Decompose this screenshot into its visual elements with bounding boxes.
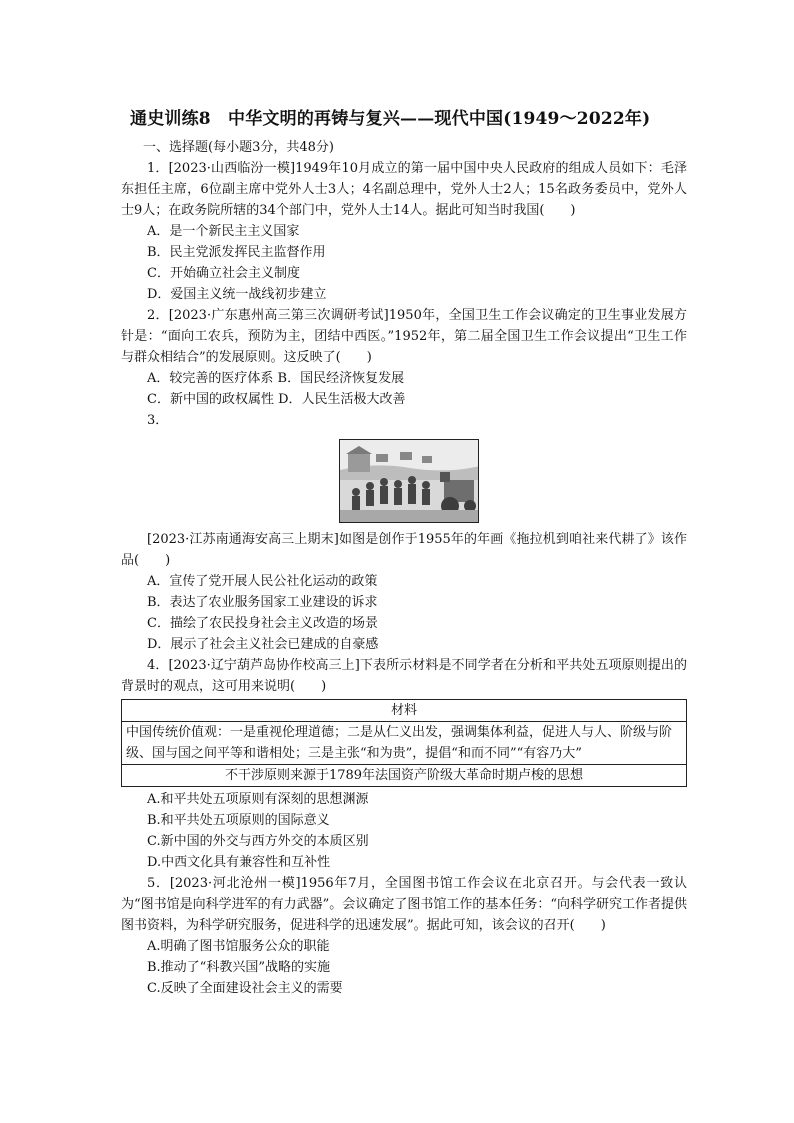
question-5-option-a: A.明确了图书馆服务公众的职能 (147, 939, 330, 954)
question-4-option-a: A.和平共处五项原则有深刻的思想渊源 (147, 792, 369, 807)
question-1-option-a: A．是一个新民主主义国家 (147, 224, 300, 239)
question-5-option-b: B.推动了“科教兴国”战略的实施 (147, 960, 330, 975)
question-body (121, 138, 687, 999)
question-1-option-d: D．爱国主义统一战线初步建立 (147, 287, 327, 302)
question-1-option-b: B．民主党派发挥民主监督作用 (147, 245, 326, 260)
question-1-option-c: C．开始确立社会主义制度 (147, 266, 300, 281)
question-2-option-cd: C．新中国的政权属性 D．人民生活极大改善 (147, 392, 406, 407)
question-2-option-ab: A．较完善的医疗体系 B．国民经济恢复发展 (147, 371, 405, 386)
page-title: 通史训练8 中华文明的再铸与复兴——现代中国(1949～2022年) (130, 109, 651, 129)
question-1-stem: 1．[2023·山西临汾一模]1949年10月成立的第一届中国中央人民政府的组成人员如下：毛泽东担任主席，6位副主席中党外人士3人；4名副总理中，党外人士2人；15名政务委员中，党外人士9人；在政务院所辖的34个部门中，党外人士14人。据此可知当时我国( ) (121, 161, 687, 218)
material-table (121, 699, 687, 787)
question-4-option-b: B.和平共处五项原则的国际意义 (147, 813, 330, 828)
painting-illustration (340, 440, 479, 523)
question-3-option-d: D．展示了社会主义社会已建成的自豪感 (147, 637, 379, 652)
question-4-option-c: C.新中国的外交与西方外交的本质区别 (147, 834, 369, 849)
question-5-option-c: C.反映了全面建设社会主义的需要 (147, 981, 343, 996)
material-table-header: 材料 (122, 700, 687, 722)
question-4-option-d: D.中西文化具有兼容性和互补性 (147, 855, 331, 870)
section-heading: 一、选择题(每小题3分，共48分) (143, 140, 334, 155)
question-2-stem: 2．[2023·广东惠州高三第三次调研考试]1950年，全国卫生工作会议确定的卫生事业发展方针是：“面向工农兵，预防为主，团结中西医。”1952年，第二届全国卫生工作会议提出“卫生工作与群众相结合”的发展原则。这反映了( ) (121, 308, 687, 365)
woodcut-painting-image (339, 439, 479, 523)
question-4-stem: 4．[2023·辽宁葫芦岛协作校高三上]下表所示材料是不同学者在分析和平共处五项原则提出的背景时的观点，这可用来说明( ) (121, 658, 687, 694)
question-3-option-b: B．表达了农业服务国家工业建设的诉求 (147, 595, 378, 610)
question-3-stem: [2023·江苏南通海安高三上期末]如图是创作于1955年的年画《拖拉机到咱社来代耕了》该作品( ) (121, 532, 687, 568)
question-3-option-a: A．宣传了党开展人民公社化运动的政策 (147, 574, 378, 589)
material-table-row-1: 中国传统价值观：一是重视伦理道德；二是从仁义出发，强调集体利益，促进人与人、阶级与阶级、国与国之间平等和谐相处；三是主张“和为贵”，提倡“和而不同”“有容乃大” (122, 722, 687, 765)
question-3-number: 3． (147, 413, 169, 428)
question-3-option-c: C．描绘了农民投身社会主义改造的场景 (147, 616, 378, 631)
question-5-stem: 5．[2023·河北沧州一模]1956年7月，全国图书馆工作会议在北京召开。与会代表一致认为“图书馆是向科学进军的有力武器”。会议确定了图书馆工作的基本任务：“向科学研究工作者提供图书资料，为科学研究服务，促进科学的迅速发展”。据此可知，该会议的召开( ) (121, 876, 687, 933)
material-table-row-2: 不干涉原则来源于1789年法国资产阶级大革命时期卢梭的思想 (122, 765, 687, 787)
